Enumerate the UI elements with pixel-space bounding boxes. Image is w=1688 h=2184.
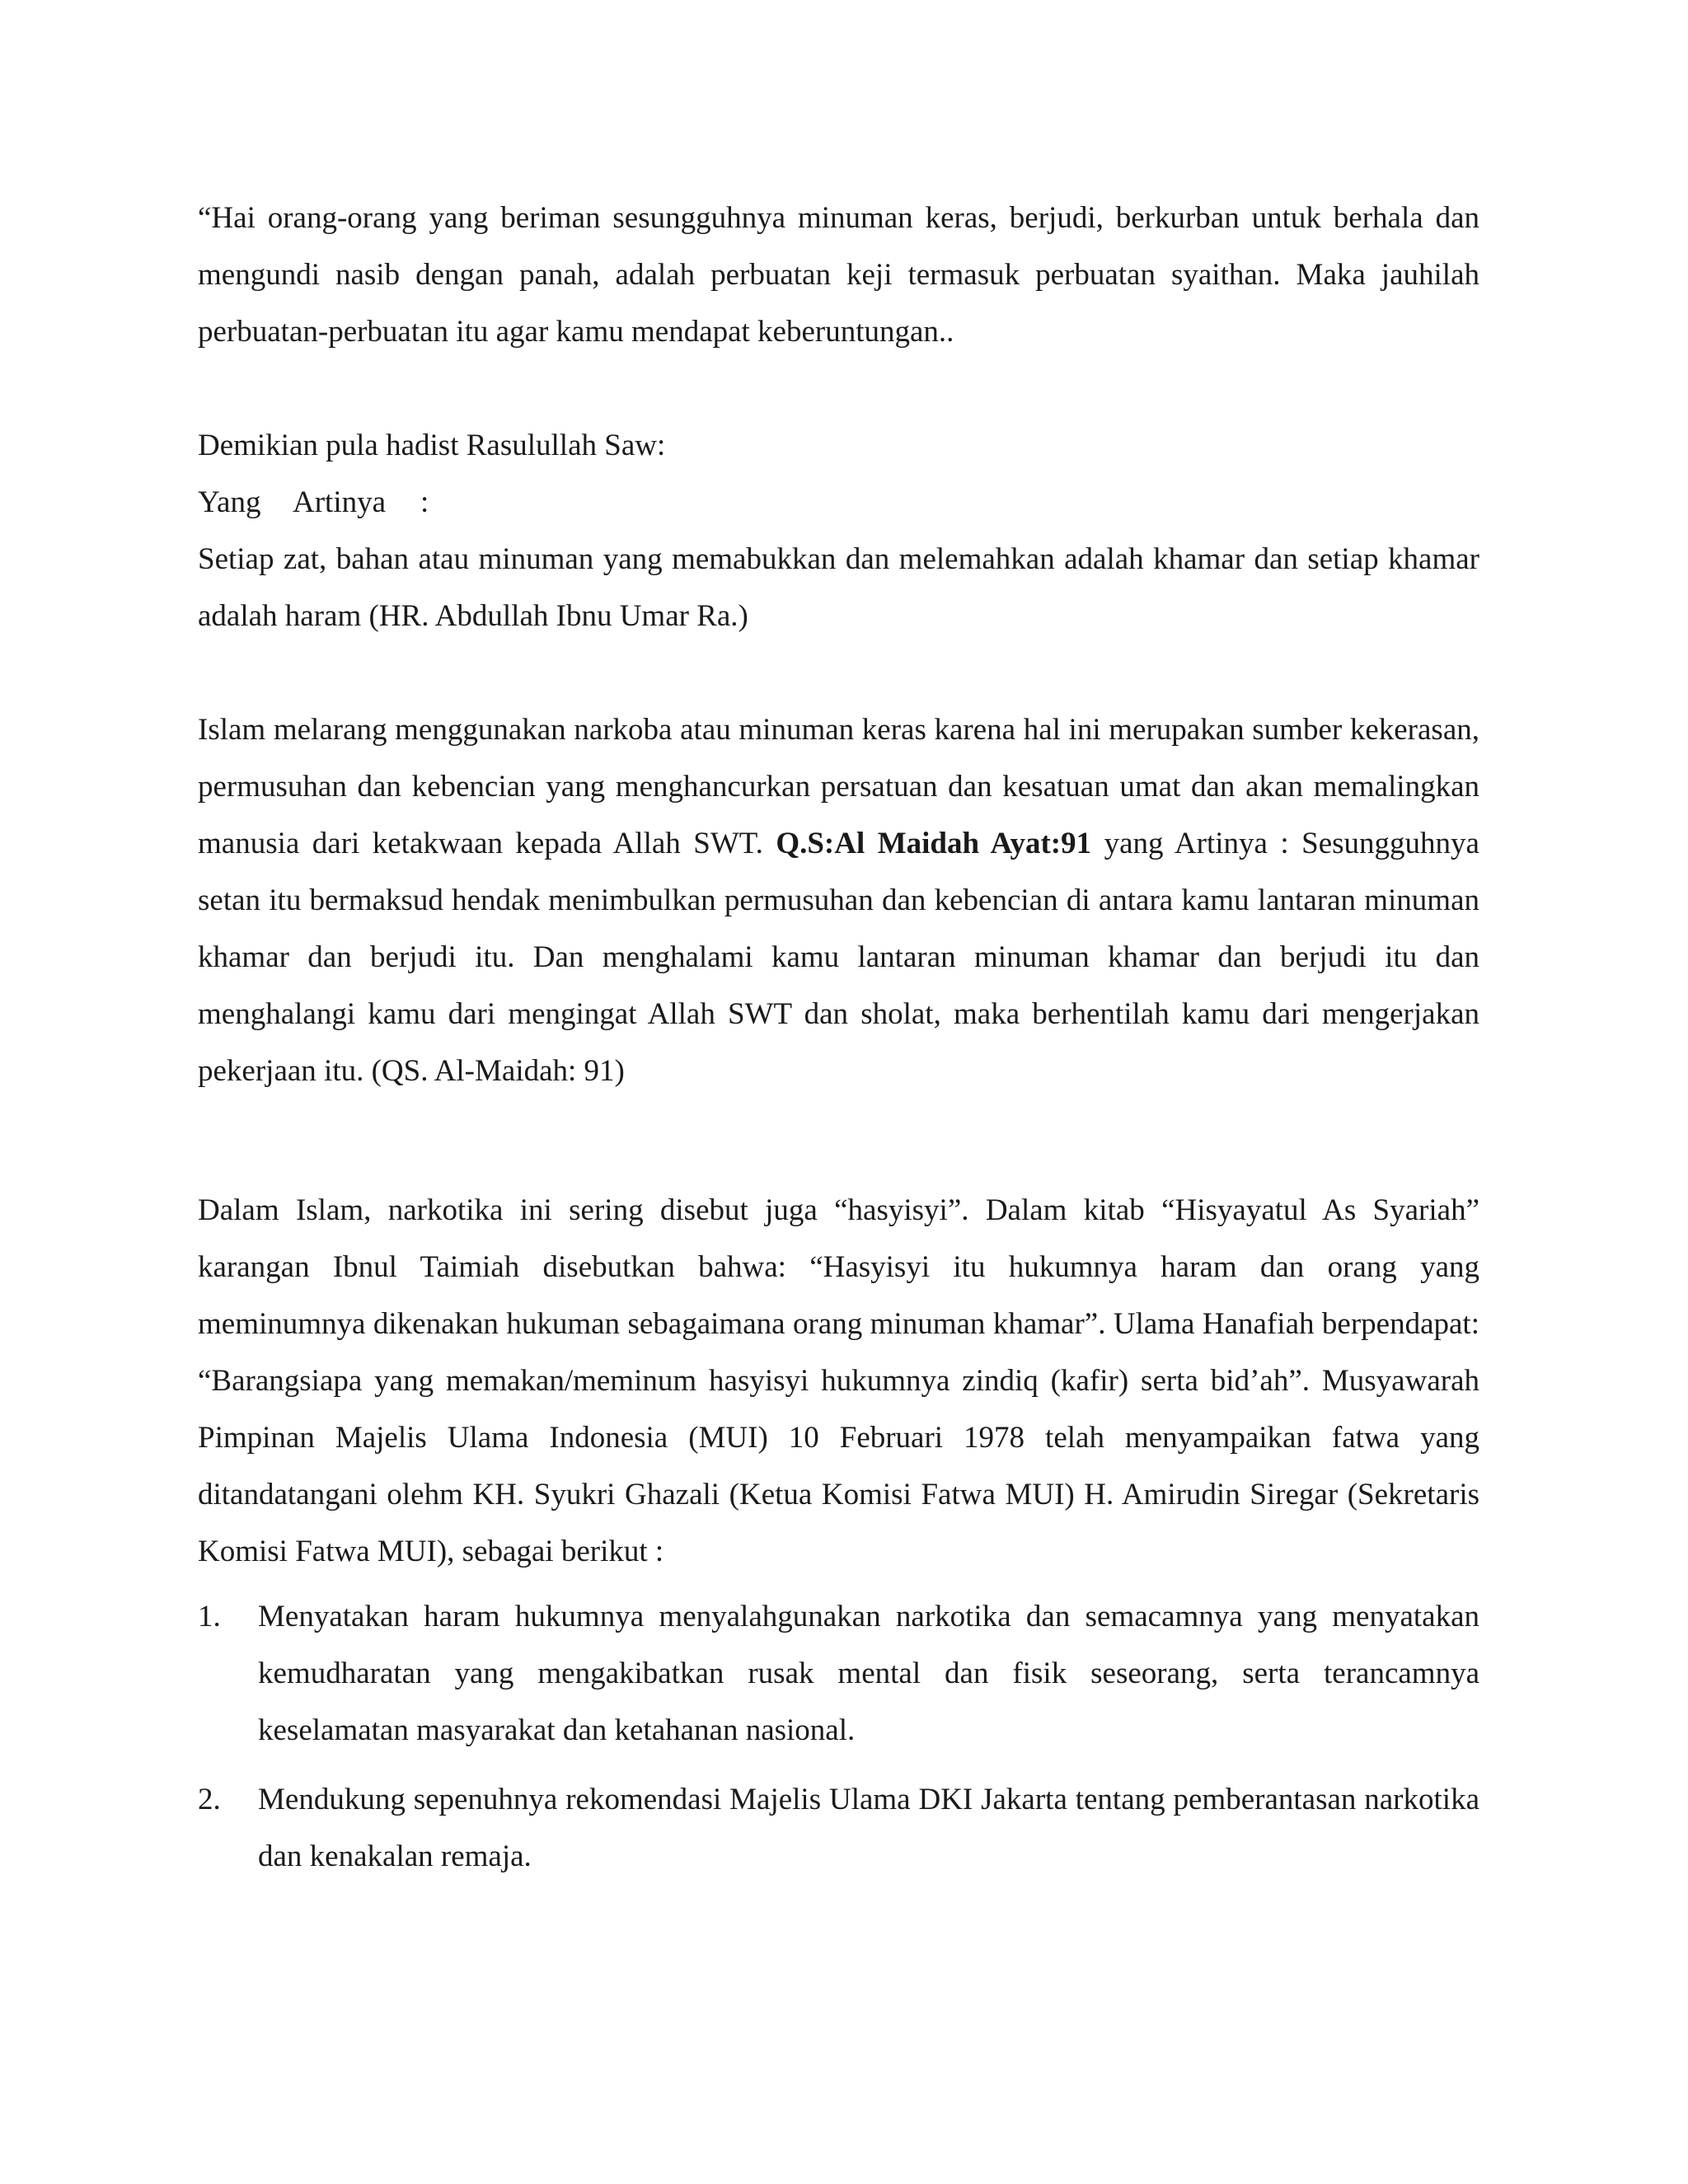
document-page — [198, 190, 1479, 1897]
quran-translation-paragraph: “Hai orang-orang yang beriman sesungguhnya minuman keras, berjudi, berkurban untuk berhala dan mengundi nasib dengan panah, adalah perbuatan keji termasuk perbuatan syaithan. Maka jauhilah perbuatan-perbuatan itu agar kamu mendapat keberuntungan.. — [198, 201, 1479, 349]
list-item-text: Menyatakan haram hukumnya menyalahgunakan narkotika dan semacamnya yang menyatakan kemudharatan yang mengakibatkan rusak mental dan fisik seseorang, serta terancamnya keselamatan masyarakat dan ketahanan nasional. — [258, 1600, 1479, 1747]
artinya-word: Artinya — [293, 485, 387, 519]
paragraph-text-before-ref: Islam melarang menggunakan narkoba atau minuman keras karena hal ini merupakan sumber kekerasan, permusuhan dan kebencian yang menghancurkan persatuan dan kesatuan umat dan akan memalingkan manusia dari ketakwaan kepada Allah SWT. — [198, 713, 1479, 860]
list-item-number: 2. — [198, 1783, 221, 1816]
hadist-intro: Demikian pula hadist Rasulullah Saw: — [198, 429, 666, 462]
islam-narkoba-paragraph — [198, 701, 1479, 1099]
artinya-line — [198, 474, 1479, 531]
hasyisyi-paragraph: Dalam Islam, narkotika ini sering disebut juga “hasyisyi”. Dalam kitab “Hisyayatul As Syariah” karangan Ibnul Taimiah disebutkan bahwa: “Hasyisyi itu hukumnya haram dan orang yang meminumnya dikenakan hukuman sebagaimana orang minuman khamar”. Ulama Hanafiah berpendapat: “Barangsiapa yang memakan/meminum hasyisyi hukumnya zindiq (kafir) serta bid’ah”. Musyawarah Pimpinan Majelis Ulama Indonesia (MUI) 10 Februari 1978 telah menyampaikan fatwa yang ditandatangani olehm KH. Syukri Ghazali (Ketua Komisi Fatwa MUI) H. Amirudin Siregar (Sekretaris Komisi Fatwa MUI), sebagai berikut : — [198, 1193, 1479, 1568]
paragraph-text-after-ref: yang Artinya : Sesungguhnya setan itu bermaksud hendak menimbulkan permusuhan dan kebencian di antara kamu lantaran minuman khamar dan berjudi itu. Dan menghalami kamu lantaran minuman khamar dan berjudi itu dan menghalangi kamu dari mengingat Allah SWT dan sholat, maka berhentilah kamu dari mengerjakan pekerjaan itu. (QS. Al-Maidah: 91) — [198, 827, 1479, 1088]
list-item — [198, 1588, 1479, 1759]
fatwa-list — [198, 1588, 1479, 1885]
artinya-colon: : — [420, 485, 429, 519]
list-item-text: Mendukung sepenuhnya rekomendasi Majelis Ulama DKI Jakarta tentang pemberantasan narkotika dan kenakalan remaja. — [258, 1783, 1479, 1873]
hadist-text: Setiap zat, bahan atau minuman yang memabukkan dan melemahkan adalah khamar dan setiap khamar adalah haram (HR. Abdullah Ibnu Umar Ra.) — [198, 542, 1479, 633]
surah-reference: Q.S:Al Maidah Ayat:91 — [776, 827, 1092, 860]
list-item-number: 1. — [198, 1600, 221, 1633]
list-item — [198, 1771, 1479, 1885]
yang-word: Yang — [198, 485, 261, 519]
